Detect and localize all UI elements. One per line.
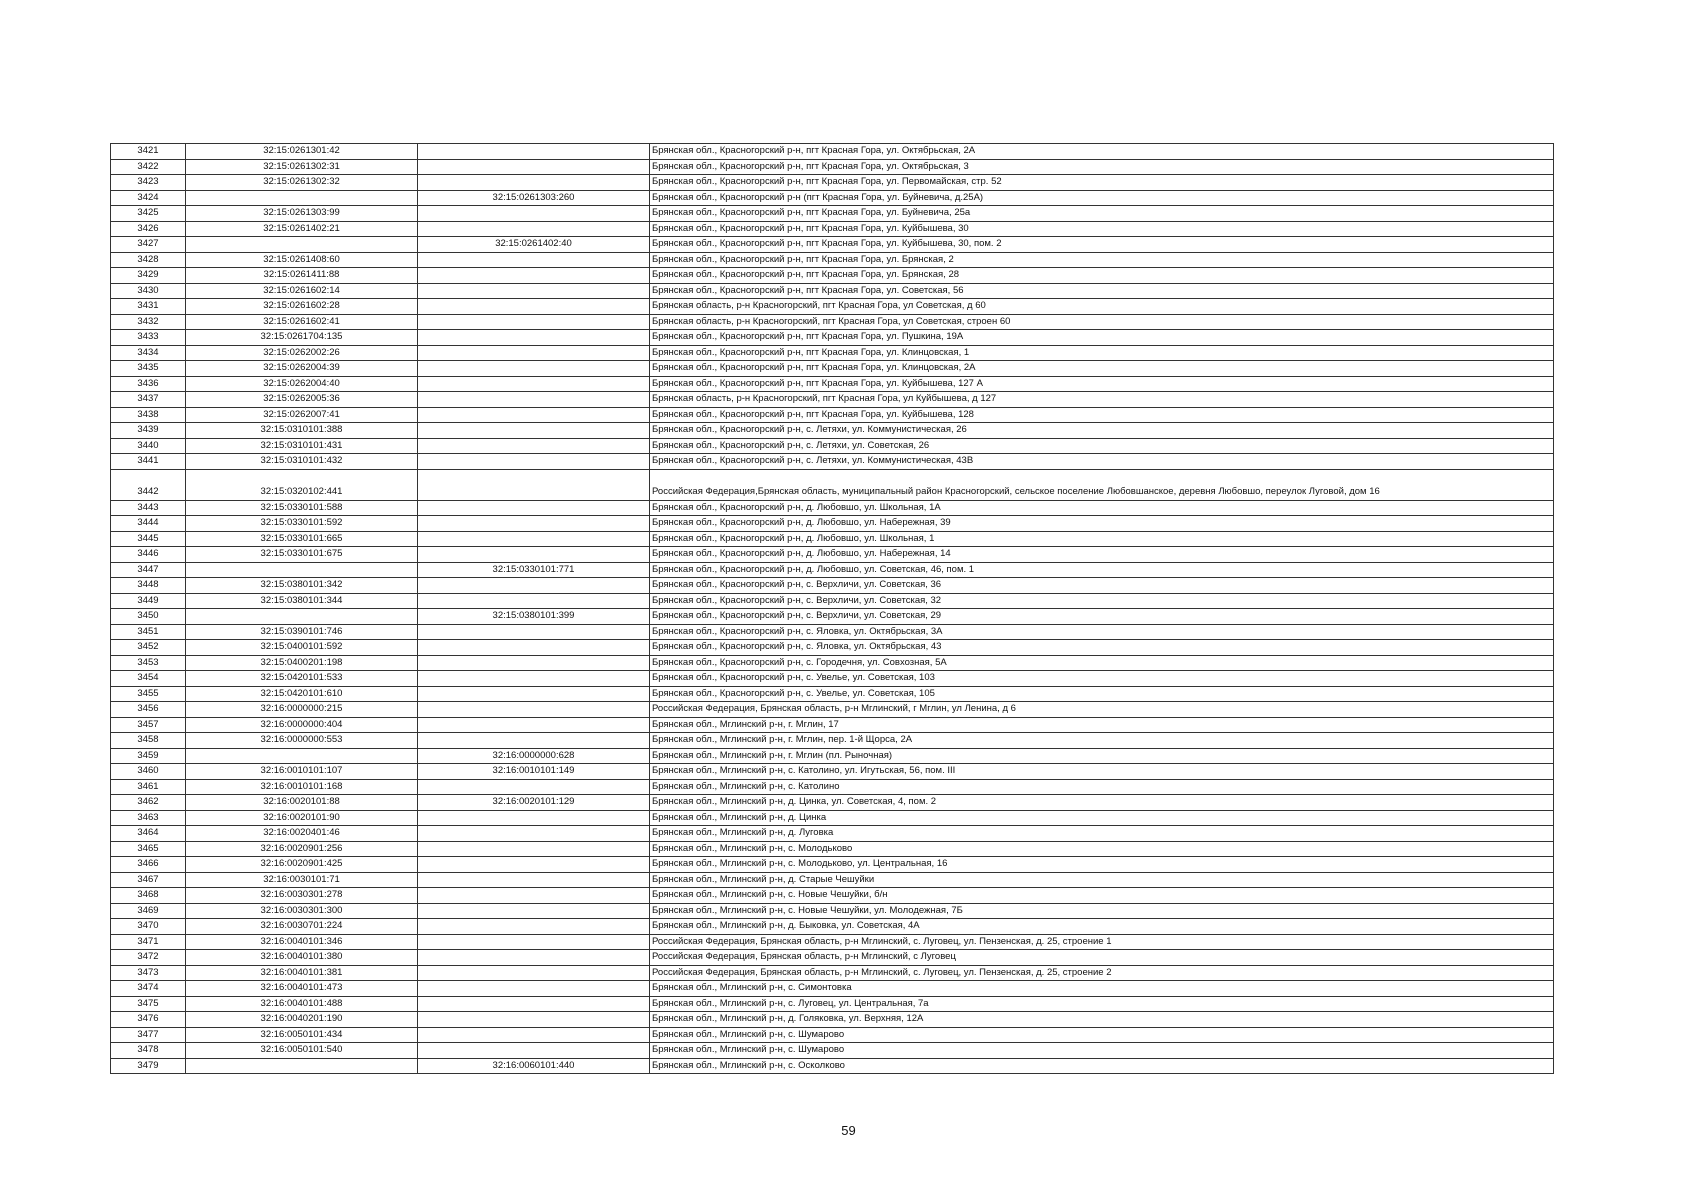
- row-number-cell: 3422: [111, 159, 186, 175]
- table-row: [111, 454, 1554, 470]
- table-row: [111, 872, 1554, 888]
- row-number-cell: 3447: [111, 562, 186, 578]
- row-number-cell: 3426: [111, 221, 186, 237]
- row-number-cell: 3436: [111, 376, 186, 392]
- table-row: [111, 578, 1554, 594]
- cadastral-number-cell: 32:16:0040101:346: [186, 934, 418, 950]
- address-cell: Брянская обл., Красногорский р-н (пгт Красная Гора, ул. Буйневича, д.25А): [650, 190, 1554, 206]
- cadastral-number-cell: 32:15:0330101:588: [186, 500, 418, 516]
- premises-cadastral-number-cell: [418, 423, 650, 439]
- row-number-cell: 3470: [111, 919, 186, 935]
- address-cell: Брянская обл., Красногорский р-н, с. Верхличи, ул. Советская, 36: [650, 578, 1554, 594]
- address-cell: Брянская обл., Красногорский р-н, пгт Красная Гора, ул. Октябрьская, 2А: [650, 144, 1554, 160]
- table-row: [111, 950, 1554, 966]
- row-number-cell: 3449: [111, 593, 186, 609]
- cadastral-number-cell: 32:15:0262005:36: [186, 392, 418, 408]
- table-row: [111, 237, 1554, 253]
- premises-cadastral-number-cell: [418, 965, 650, 981]
- premises-cadastral-number-cell: [418, 640, 650, 656]
- address-cell: Брянская обл., Мглинский р-н, с. Симонтовка: [650, 981, 1554, 997]
- table-row: [111, 407, 1554, 423]
- document-table-wrapper: [110, 143, 1554, 1074]
- cadastral-number-cell: 32:15:0310101:432: [186, 454, 418, 470]
- premises-cadastral-number-cell: [418, 779, 650, 795]
- cadastral-table: [110, 143, 1554, 1074]
- row-number-cell: 3450: [111, 609, 186, 625]
- premises-cadastral-number-cell: [418, 268, 650, 284]
- address-cell: Брянская обл., Мглинский р-н, с. Осколково: [650, 1058, 1554, 1074]
- table-row: [111, 733, 1554, 749]
- cadastral-number-cell: 32:15:0261602:14: [186, 283, 418, 299]
- table-row: [111, 1012, 1554, 1028]
- row-number-cell: 3442: [111, 469, 186, 500]
- cadastral-number-cell: 32:16:0000000:553: [186, 733, 418, 749]
- table-row: [111, 562, 1554, 578]
- row-number-cell: 3444: [111, 516, 186, 532]
- premises-cadastral-number-cell: [418, 407, 650, 423]
- table-row: [111, 423, 1554, 439]
- address-cell: Брянская обл., Красногорский р-н, пгт Красная Гора, ул. Пушкина, 19А: [650, 330, 1554, 346]
- cadastral-number-cell: 32:16:0000000:215: [186, 702, 418, 718]
- table-row: [111, 903, 1554, 919]
- premises-cadastral-number-cell: [418, 1012, 650, 1028]
- cadastral-number-cell: 32:16:0040101:381: [186, 965, 418, 981]
- address-cell: Брянская обл., Красногорский р-н, пгт Красная Гора, ул. Брянская, 2: [650, 252, 1554, 268]
- row-number-cell: 3430: [111, 283, 186, 299]
- row-number-cell: 3445: [111, 531, 186, 547]
- address-cell: Брянская обл., Красногорский р-н, с. Верхличи, ул. Советская, 29: [650, 609, 1554, 625]
- cadastral-number-cell: 32:15:0261602:41: [186, 314, 418, 330]
- cadastral-number-cell: [186, 1058, 418, 1074]
- table-row: [111, 159, 1554, 175]
- address-cell: Брянская обл., Красногорский р-н, д. Любовшо, ул. Школьная, 1: [650, 531, 1554, 547]
- row-number-cell: 3478: [111, 1043, 186, 1059]
- page-number: 59: [841, 1123, 856, 1138]
- premises-cadastral-number-cell: [418, 950, 650, 966]
- address-cell: Российская Федерация, Брянская область, р-н Мглинский, с. Луговец, ул. Пензенская, д. 25, строение 2: [650, 965, 1554, 981]
- row-number-cell: 3421: [111, 144, 186, 160]
- premises-cadastral-number-cell: [418, 655, 650, 671]
- cadastral-number-cell: [186, 609, 418, 625]
- premises-cadastral-number-cell: [418, 919, 650, 935]
- row-number-cell: 3441: [111, 454, 186, 470]
- address-cell: Брянская обл., Мглинский р-н, д. Быковка, ул. Советская, 4А: [650, 919, 1554, 935]
- premises-cadastral-number-cell: [418, 996, 650, 1012]
- cadastral-number-cell: 32:15:0310101:388: [186, 423, 418, 439]
- row-number-cell: 3474: [111, 981, 186, 997]
- table-row: [111, 516, 1554, 532]
- address-cell: Российская Федерация, Брянская область, р-н Мглинский, с Луговец: [650, 950, 1554, 966]
- address-cell: Брянская область, р-н Красногорский, пгт Красная Гора, ул Советская, д 60: [650, 299, 1554, 315]
- premises-cadastral-number-cell: 32:15:0330101:771: [418, 562, 650, 578]
- premises-cadastral-number-cell: 32:16:0020101:129: [418, 795, 650, 811]
- cadastral-number-cell: 32:16:0040101:473: [186, 981, 418, 997]
- table-row: [111, 175, 1554, 191]
- row-number-cell: 3425: [111, 206, 186, 222]
- premises-cadastral-number-cell: 32:15:0261402:40: [418, 237, 650, 253]
- address-cell: Брянская обл., Красногорский р-н, пгт Красная Гора, ул. Первомайская, стр. 52: [650, 175, 1554, 191]
- row-number-cell: 3469: [111, 903, 186, 919]
- table-row: [111, 221, 1554, 237]
- cadastral-number-cell: 32:15:0261704:135: [186, 330, 418, 346]
- table-row: [111, 144, 1554, 160]
- row-number-cell: 3468: [111, 888, 186, 904]
- row-number-cell: 3465: [111, 841, 186, 857]
- row-number-cell: 3448: [111, 578, 186, 594]
- table-row: [111, 609, 1554, 625]
- cadastral-number-cell: 32:15:0380101:344: [186, 593, 418, 609]
- row-number-cell: 3456: [111, 702, 186, 718]
- premises-cadastral-number-cell: [418, 159, 650, 175]
- address-cell: Брянская обл., Красногорский р-н, с. Летяхи, ул. Советская, 26: [650, 438, 1554, 454]
- table-row: [111, 299, 1554, 315]
- cadastral-number-cell: 32:15:0261303:99: [186, 206, 418, 222]
- cadastral-number-cell: 32:16:0000000:404: [186, 717, 418, 733]
- cadastral-number-cell: 32:16:0020901:425: [186, 857, 418, 873]
- row-number-cell: 3479: [111, 1058, 186, 1074]
- premises-cadastral-number-cell: [418, 376, 650, 392]
- row-number-cell: 3457: [111, 717, 186, 733]
- row-number-cell: 3453: [111, 655, 186, 671]
- cadastral-number-cell: [186, 190, 418, 206]
- address-cell: Брянская обл., Красногорский р-н, с. Городечня, ул. Совхозная, 5А: [650, 655, 1554, 671]
- address-cell: Брянская обл., Мглинский р-н, г. Мглин, пер. 1-й Щорса, 2А: [650, 733, 1554, 749]
- address-cell: Брянская обл., Красногорский р-н, с. Яловка, ул. Октябрьская, 43: [650, 640, 1554, 656]
- cadastral-number-cell: 32:15:0261301:42: [186, 144, 418, 160]
- premises-cadastral-number-cell: [418, 438, 650, 454]
- premises-cadastral-number-cell: [418, 1027, 650, 1043]
- row-number-cell: 3428: [111, 252, 186, 268]
- cadastral-number-cell: 32:16:0020401:46: [186, 826, 418, 842]
- row-number-cell: 3464: [111, 826, 186, 842]
- table-row: [111, 593, 1554, 609]
- table-row: [111, 640, 1554, 656]
- cadastral-number-cell: 32:16:0030701:224: [186, 919, 418, 935]
- premises-cadastral-number-cell: [418, 206, 650, 222]
- premises-cadastral-number-cell: [418, 314, 650, 330]
- table-row: [111, 345, 1554, 361]
- cadastral-number-cell: [186, 562, 418, 578]
- table-row: [111, 624, 1554, 640]
- row-number-cell: 3424: [111, 190, 186, 206]
- cadastral-number-cell: 32:15:0261302:31: [186, 159, 418, 175]
- address-cell: Брянская обл., Красногорский р-н, д. Любовшо, ул. Набережная, 39: [650, 516, 1554, 532]
- row-number-cell: 3446: [111, 547, 186, 563]
- premises-cadastral-number-cell: [418, 671, 650, 687]
- premises-cadastral-number-cell: [418, 361, 650, 377]
- row-number-cell: 3466: [111, 857, 186, 873]
- premises-cadastral-number-cell: [418, 934, 650, 950]
- cadastral-number-cell: 32:15:0262002:26: [186, 345, 418, 361]
- premises-cadastral-number-cell: [418, 888, 650, 904]
- premises-cadastral-number-cell: [418, 717, 650, 733]
- premises-cadastral-number-cell: [418, 221, 650, 237]
- row-number-cell: 3432: [111, 314, 186, 330]
- table-row: [111, 1027, 1554, 1043]
- table-row: [111, 330, 1554, 346]
- table-row: [111, 252, 1554, 268]
- cadastral-number-cell: 32:15:0380101:342: [186, 578, 418, 594]
- table-row: [111, 795, 1554, 811]
- row-number-cell: 3475: [111, 996, 186, 1012]
- premises-cadastral-number-cell: [418, 144, 650, 160]
- cadastral-number-cell: 32:16:0030301:300: [186, 903, 418, 919]
- row-number-cell: 3451: [111, 624, 186, 640]
- cadastral-number-cell: 32:16:0030301:278: [186, 888, 418, 904]
- address-cell: Брянская обл., Мглинский р-н, д. Цинка, ул. Советская, 4, пом. 2: [650, 795, 1554, 811]
- premises-cadastral-number-cell: [418, 578, 650, 594]
- table-row: [111, 686, 1554, 702]
- premises-cadastral-number-cell: [418, 702, 650, 718]
- cadastral-number-cell: 32:15:0261411:88: [186, 268, 418, 284]
- cadastral-number-cell: 32:16:0020101:90: [186, 810, 418, 826]
- row-number-cell: 3473: [111, 965, 186, 981]
- address-cell: Брянская обл., Красногорский р-н, с. Увелье, ул. Советская, 105: [650, 686, 1554, 702]
- row-number-cell: 3427: [111, 237, 186, 253]
- premises-cadastral-number-cell: 32:16:0060101:440: [418, 1058, 650, 1074]
- address-cell: Брянская обл., Мглинский р-н, с. Католино: [650, 779, 1554, 795]
- premises-cadastral-number-cell: [418, 593, 650, 609]
- table-row: [111, 438, 1554, 454]
- cadastral-number-cell: 32:16:0040201:190: [186, 1012, 418, 1028]
- address-cell: Брянская область, р-н Красногорский, пгт Красная Гора, ул Советская, строен 60: [650, 314, 1554, 330]
- cadastral-number-cell: 32:15:0261302:32: [186, 175, 418, 191]
- premises-cadastral-number-cell: [418, 733, 650, 749]
- table-row: [111, 764, 1554, 780]
- address-cell: Брянская обл., Красногорский р-н, пгт Красная Гора, ул. Куйбышева, 30: [650, 221, 1554, 237]
- row-number-cell: 3437: [111, 392, 186, 408]
- address-cell: Брянская обл., Мглинский р-н, д. Луговка: [650, 826, 1554, 842]
- address-cell: Брянская обл., Красногорский р-н, с. Верхличи, ул. Советская, 32: [650, 593, 1554, 609]
- address-cell: Брянская обл., Красногорский р-н, пгт Красная Гора, ул. Клинцовская, 2А: [650, 361, 1554, 377]
- table-row: [111, 376, 1554, 392]
- cadastral-number-cell: 32:15:0320102:441: [186, 469, 418, 500]
- cadastral-number-cell: 32:16:0020101:88: [186, 795, 418, 811]
- row-number-cell: 3431: [111, 299, 186, 315]
- row-number-cell: 3472: [111, 950, 186, 966]
- address-cell: Брянская обл., Красногорский р-н, с. Увелье, ул. Советская, 103: [650, 671, 1554, 687]
- cadastral-number-cell: 32:15:0262004:39: [186, 361, 418, 377]
- cadastral-number-cell: [186, 237, 418, 253]
- premises-cadastral-number-cell: 32:15:0380101:399: [418, 609, 650, 625]
- cadastral-number-cell: 32:16:0050101:434: [186, 1027, 418, 1043]
- address-cell: Брянская обл., Красногорский р-н, с. Летяхи, ул. Коммунистическая, 43В: [650, 454, 1554, 470]
- row-number-cell: 3460: [111, 764, 186, 780]
- address-cell: Брянская обл., Мглинский р-н, с. Новые Чешуйки, б/н: [650, 888, 1554, 904]
- row-number-cell: 3462: [111, 795, 186, 811]
- premises-cadastral-number-cell: [418, 810, 650, 826]
- address-cell: Брянская обл., Мглинский р-н, с. Шумарово: [650, 1043, 1554, 1059]
- cadastral-number-cell: 32:16:0040101:488: [186, 996, 418, 1012]
- row-number-cell: 3455: [111, 686, 186, 702]
- table-row: [111, 965, 1554, 981]
- premises-cadastral-number-cell: [418, 299, 650, 315]
- premises-cadastral-number-cell: [418, 872, 650, 888]
- cadastral-number-cell: 32:15:0400201:198: [186, 655, 418, 671]
- address-cell: Брянская обл., Красногорский р-н, пгт Красная Гора, ул. Клинцовская, 1: [650, 345, 1554, 361]
- cadastral-number-cell: 32:15:0261602:28: [186, 299, 418, 315]
- cadastral-number-cell: 32:15:0310101:431: [186, 438, 418, 454]
- row-number-cell: 3433: [111, 330, 186, 346]
- row-number-cell: 3443: [111, 500, 186, 516]
- table-row: [111, 531, 1554, 547]
- premises-cadastral-number-cell: [418, 345, 650, 361]
- address-cell: Брянская обл., Красногорский р-н, д. Любовшо, ул. Школьная, 1А: [650, 500, 1554, 516]
- premises-cadastral-number-cell: 32:16:0000000:628: [418, 748, 650, 764]
- table-row: [111, 841, 1554, 857]
- table-row: [111, 268, 1554, 284]
- row-number-cell: 3471: [111, 934, 186, 950]
- address-cell: Брянская обл., Красногорский р-н, д. Любовшо, ул. Набережная, 14: [650, 547, 1554, 563]
- cadastral-number-cell: 32:15:0261402:21: [186, 221, 418, 237]
- address-cell: Брянская обл., Мглинский р-н, д. Голяковка, ул. Верхняя, 12А: [650, 1012, 1554, 1028]
- table-row: [111, 392, 1554, 408]
- row-number-cell: 3434: [111, 345, 186, 361]
- premises-cadastral-number-cell: [418, 454, 650, 470]
- row-number-cell: 3440: [111, 438, 186, 454]
- cadastral-number-cell: [186, 748, 418, 764]
- address-cell: Брянская обл., Мглинский р-н, д. Цинка: [650, 810, 1554, 826]
- table-row: [111, 996, 1554, 1012]
- address-cell: Брянская обл., Мглинский р-н, с. Молодьково, ул. Центральная, 16: [650, 857, 1554, 873]
- row-number-cell: 3459: [111, 748, 186, 764]
- table-row: [111, 655, 1554, 671]
- table-row: [111, 671, 1554, 687]
- cadastral-number-cell: 32:15:0262004:40: [186, 376, 418, 392]
- address-cell: Брянская обл., Мглинский р-н, с. Католино, ул. Игутьская, 56, пом. III: [650, 764, 1554, 780]
- address-cell: Брянская обл., Мглинский р-н, с. Луговец, ул. Центральная, 7а: [650, 996, 1554, 1012]
- table-row: [111, 702, 1554, 718]
- row-number-cell: 3463: [111, 810, 186, 826]
- table-row: [111, 810, 1554, 826]
- table-row: [111, 748, 1554, 764]
- address-cell: Брянская обл., Мглинский р-н, д. Старые Чешуйки: [650, 872, 1554, 888]
- premises-cadastral-number-cell: 32:15:0261303:260: [418, 190, 650, 206]
- premises-cadastral-number-cell: [418, 252, 650, 268]
- premises-cadastral-number-cell: [418, 283, 650, 299]
- row-number-cell: 3476: [111, 1012, 186, 1028]
- address-cell: Брянская обл., Мглинский р-н, г. Мглин, 17: [650, 717, 1554, 733]
- cadastral-number-cell: 32:15:0420101:610: [186, 686, 418, 702]
- cadastral-number-cell: 32:16:0020901:256: [186, 841, 418, 857]
- premises-cadastral-number-cell: [418, 469, 650, 500]
- address-cell: Брянская обл., Мглинский р-н, с. Новые Чешуйки, ул. Молодежная, 7Б: [650, 903, 1554, 919]
- address-cell: Брянская обл., Красногорский р-н, пгт Красная Гора, ул. Буйневича, 25а: [650, 206, 1554, 222]
- premises-cadastral-number-cell: [418, 531, 650, 547]
- address-cell: Брянская обл., Мглинский р-н, с. Молодьково: [650, 841, 1554, 857]
- table-row: [111, 314, 1554, 330]
- cadastral-number-cell: 32:15:0390101:746: [186, 624, 418, 640]
- premises-cadastral-number-cell: [418, 841, 650, 857]
- cadastral-number-cell: 32:15:0330101:592: [186, 516, 418, 532]
- row-number-cell: 3458: [111, 733, 186, 749]
- cadastral-number-cell: 32:16:0030101:71: [186, 872, 418, 888]
- cadastral-number-cell: 32:16:0010101:107: [186, 764, 418, 780]
- premises-cadastral-number-cell: [418, 547, 650, 563]
- cadastral-number-cell: 32:16:0010101:168: [186, 779, 418, 795]
- table-row: [111, 826, 1554, 842]
- cadastral-number-cell: 32:16:0050101:540: [186, 1043, 418, 1059]
- premises-cadastral-number-cell: [418, 981, 650, 997]
- row-number-cell: 3423: [111, 175, 186, 191]
- address-cell: Российская Федерация, Брянская область, р-н Мглинский, с. Луговец, ул. Пензенская, д. 25, строение 1: [650, 934, 1554, 950]
- cadastral-number-cell: 32:16:0040101:380: [186, 950, 418, 966]
- row-number-cell: 3435: [111, 361, 186, 377]
- cadastral-number-cell: 32:15:0420101:533: [186, 671, 418, 687]
- table-row: [111, 1043, 1554, 1059]
- address-cell: Брянская обл., Красногорский р-н, д. Любовшо, ул. Советская, 46, пом. 1: [650, 562, 1554, 578]
- premises-cadastral-number-cell: [418, 686, 650, 702]
- premises-cadastral-number-cell: [418, 903, 650, 919]
- address-cell: Брянская обл., Красногорский р-н, пгт Красная Гора, ул. Советская, 56: [650, 283, 1554, 299]
- cadastral-number-cell: 32:15:0400101:592: [186, 640, 418, 656]
- row-number-cell: 3461: [111, 779, 186, 795]
- premises-cadastral-number-cell: [418, 826, 650, 842]
- table-row: [111, 283, 1554, 299]
- table-row: [111, 206, 1554, 222]
- table-row: [111, 1058, 1554, 1074]
- premises-cadastral-number-cell: [418, 175, 650, 191]
- premises-cadastral-number-cell: [418, 1043, 650, 1059]
- table-row: [111, 547, 1554, 563]
- table-row: [111, 500, 1554, 516]
- row-number-cell: 3429: [111, 268, 186, 284]
- cadastral-number-cell: 32:15:0330101:665: [186, 531, 418, 547]
- premises-cadastral-number-cell: [418, 516, 650, 532]
- address-cell: Брянская обл., Мглинский р-н, с. Шумарово: [650, 1027, 1554, 1043]
- table-row: [111, 857, 1554, 873]
- table-row: [111, 981, 1554, 997]
- address-cell: Брянская обл., Красногорский р-н, пгт Красная Гора, ул. Куйбышева, 30, пом. 2: [650, 237, 1554, 253]
- premises-cadastral-number-cell: [418, 392, 650, 408]
- table-row: [111, 361, 1554, 377]
- row-number-cell: 3452: [111, 640, 186, 656]
- premises-cadastral-number-cell: 32:16:0010101:149: [418, 764, 650, 780]
- address-cell: Брянская обл., Красногорский р-н, с. Яловка, ул. Октябрьская, 3А: [650, 624, 1554, 640]
- row-number-cell: 3439: [111, 423, 186, 439]
- address-cell: Брянская обл., Красногорский р-н, с. Летяхи, ул. Коммунистическая, 26: [650, 423, 1554, 439]
- cadastral-number-cell: 32:15:0261408:60: [186, 252, 418, 268]
- row-number-cell: 3454: [111, 671, 186, 687]
- table-row: [111, 469, 1554, 500]
- row-number-cell: 3467: [111, 872, 186, 888]
- premises-cadastral-number-cell: [418, 500, 650, 516]
- table-row: [111, 717, 1554, 733]
- address-cell: Брянская обл., Мглинский р-н, г. Мглин (пл. Рыночная): [650, 748, 1554, 764]
- table-row: [111, 190, 1554, 206]
- row-number-cell: 3477: [111, 1027, 186, 1043]
- row-number-cell: 3438: [111, 407, 186, 423]
- address-cell: Брянская обл., Красногорский р-н, пгт Красная Гора, ул. Куйбышева, 128: [650, 407, 1554, 423]
- table-row: [111, 888, 1554, 904]
- address-cell: Брянская обл., Красногорский р-н, пгт Красная Гора, ул. Куйбышева, 127 А: [650, 376, 1554, 392]
- address-cell: Брянская обл., Красногорский р-н, пгт Красная Гора, ул. Октябрьская, 3: [650, 159, 1554, 175]
- cadastral-number-cell: 32:15:0262007:41: [186, 407, 418, 423]
- cadastral-number-cell: 32:15:0330101:675: [186, 547, 418, 563]
- table-row: [111, 779, 1554, 795]
- table-body: [111, 144, 1554, 1074]
- address-cell: Российская Федерация, Брянская область, р-н Мглинский, г Мглин, ул Ленина, д 6: [650, 702, 1554, 718]
- address-cell: Российская Федерация,Брянская область, муниципальный район Красногорский, сельское поселение Любовшанское, деревня Любовшо, переулок Луговой, дом 16: [650, 469, 1554, 500]
- premises-cadastral-number-cell: [418, 330, 650, 346]
- table-row: [111, 919, 1554, 935]
- address-cell: Брянская обл., Красногорский р-н, пгт Красная Гора, ул. Брянская, 28: [650, 268, 1554, 284]
- premises-cadastral-number-cell: [418, 624, 650, 640]
- premises-cadastral-number-cell: [418, 857, 650, 873]
- table-row: [111, 934, 1554, 950]
- address-cell: Брянская область, р-н Красногорский, пгт Красная Гора, ул Куйбышева, д 127: [650, 392, 1554, 408]
